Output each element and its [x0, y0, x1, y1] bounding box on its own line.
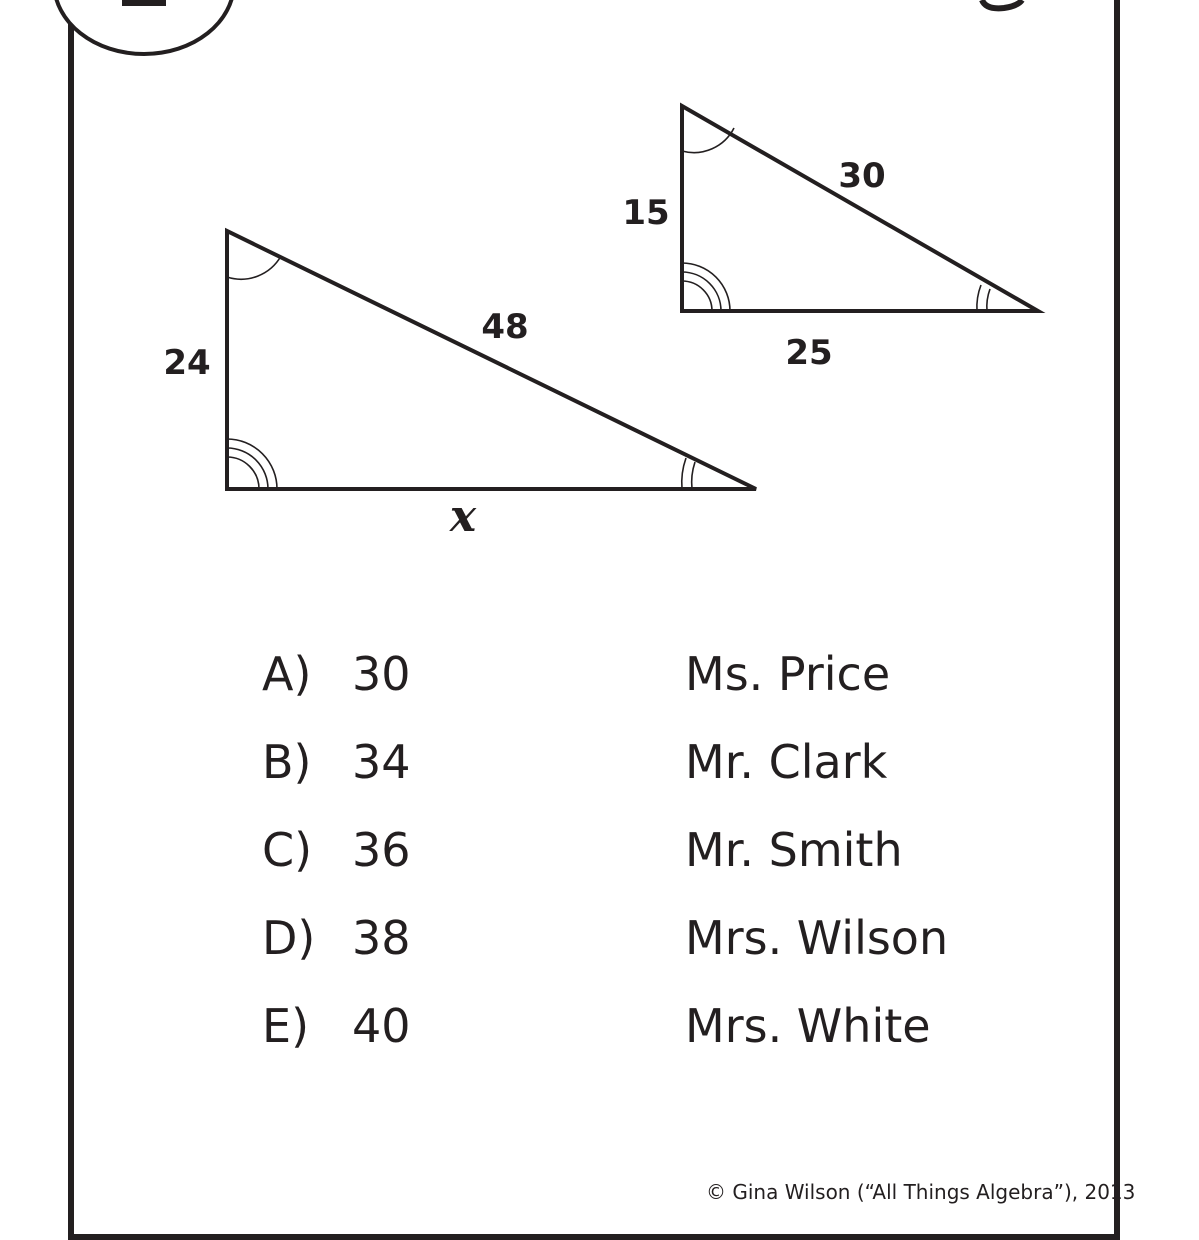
teacher-name-e: Mrs. White [685, 999, 931, 1053]
choice-letter: E) [262, 999, 310, 1053]
answer-choice-a [262, 644, 562, 704]
angle-mark-triple [682, 263, 730, 311]
choice-letter: B) [262, 735, 312, 789]
small-short-leg-label: 15 [622, 193, 670, 233]
answer-choice-b [262, 732, 562, 792]
teacher-name-c: Mr. Smith [685, 823, 903, 877]
angle-mark-single [227, 256, 281, 279]
angle-mark-double [977, 285, 981, 311]
choice-value: 38 [352, 911, 411, 965]
angle-mark-double [987, 289, 990, 311]
teacher-name-b: Mr. Clark [685, 735, 888, 789]
answer-choice-c [262, 820, 562, 880]
large-triangle-outline [227, 231, 756, 489]
small-long-leg-label: 25 [785, 333, 833, 373]
choice-letter: A) [262, 647, 312, 701]
answer-choice-d [262, 908, 562, 968]
small-triangle [622, 106, 1038, 373]
choice-value: 30 [352, 647, 411, 701]
choice-letter: D) [262, 911, 316, 965]
answer-choice-e [262, 996, 562, 1056]
angle-mark-triple [682, 272, 721, 311]
copyright-notice: © Gina Wilson (“All Things Algebra”), 2013 [706, 1180, 1136, 1204]
angle-mark-triple [227, 457, 259, 489]
large-hypotenuse-label: 48 [481, 307, 529, 347]
choice-value: 36 [352, 823, 411, 877]
angle-mark-double [692, 462, 695, 489]
teacher-name-a: Ms. Price [685, 647, 891, 701]
choice-value: 34 [352, 735, 411, 789]
angle-mark-triple [227, 439, 277, 489]
small-hypotenuse-label: 30 [838, 156, 886, 196]
small-triangle-outline [682, 106, 1038, 311]
teacher-name-d: Mrs. Wilson [685, 911, 949, 965]
choice-value: 40 [352, 999, 411, 1053]
angle-mark-triple [682, 281, 712, 311]
large-long-leg-variable: x [449, 491, 477, 542]
large-short-leg-label: 24 [163, 343, 211, 383]
angle-mark-double [682, 458, 686, 489]
choice-letter: C) [262, 823, 313, 877]
large-triangle [163, 231, 756, 542]
